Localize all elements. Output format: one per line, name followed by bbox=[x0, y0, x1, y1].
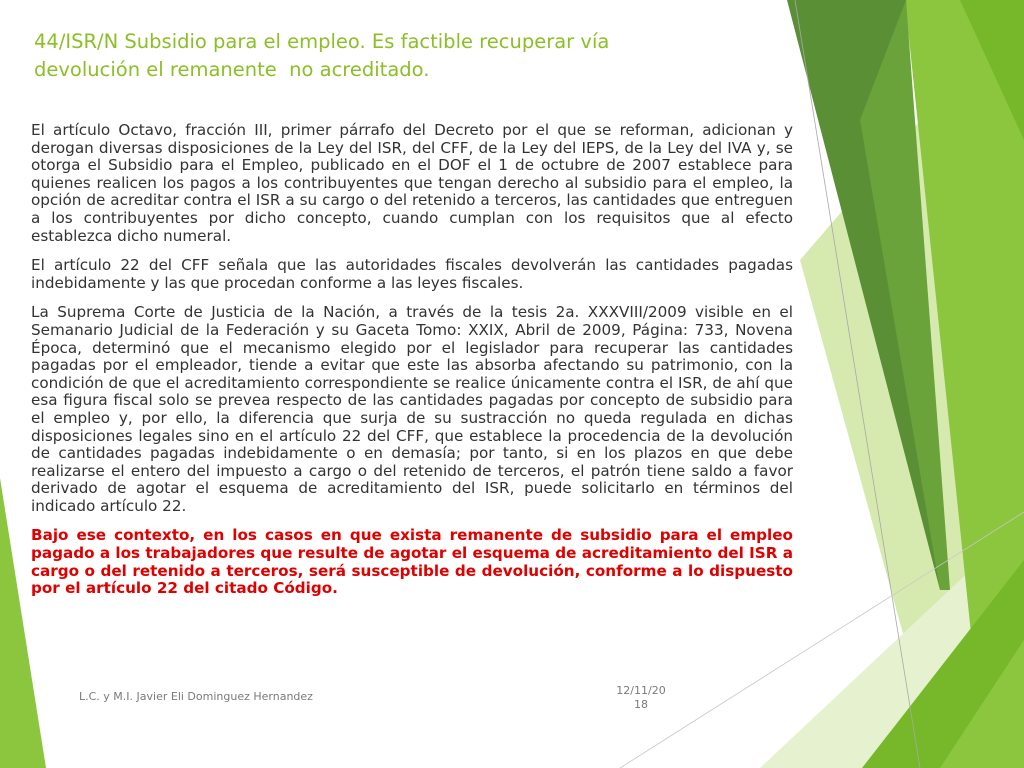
slide-title bbox=[34, 28, 774, 84]
footer-date-line-1: 12/11/20 bbox=[616, 684, 666, 697]
footer-author: L.C. y M.I. Javier Eli Dominguez Hernandez bbox=[79, 690, 313, 703]
footer-date-line-2: 18 bbox=[634, 698, 648, 711]
paragraph-cff-22: El artículo 22 del CFF señala que las autoridades fiscales devolverán las cantidades pagadas indebidamente y las que procedan conforme a las leyes fiscales. bbox=[31, 256, 793, 292]
title-line-2: devolución el remanente no acreditado. bbox=[34, 58, 430, 81]
paragraph-conclusion: Bajo ese contexto, en los casos en que exista remanente de subsidio para el empleo pagado a los trabajadores que resulte de agotar el esquema de acreditamiento del ISR a cargo o del retenido a terceros, será susceptible de devolución, conforme a lo dispuesto por el artículo 22 del citado Código. bbox=[31, 526, 793, 598]
title-line-1: 44/ISR/N Subsidio para el empleo. Es factible recuperar vía bbox=[34, 30, 610, 53]
paragraph-scjn-tesis: La Suprema Corte de Justicia de la Nación, a través de la tesis 2a. XXXVIII/2009 visible en el Semanario Judicial de la Federación y su Gaceta Tomo: XXIX, Abril de 2009, Página: 733, Novena Época, determinó que el mecanismo elegido por el legislador para recuperar las cantidades pagadas por el empleador, tiende a evitar que este las absorba afectando su patrimonio, con la condición de que el acreditamiento correspondiente se realice únicamente contra el ISR, de ahí que esa figura fiscal solo se prevea respecto de las cantidades pagadas por concepto de subsidio para el empleo y, por ello, la diferencia que surja de su sustracción no queda regulada en dichas disposiciones legales sino en el artículo 22 del CFF, que establece la procedencia de la devolución de cantidades pagadas indebidamente o en demasía; por tanto, si en los plazos en que debe realizarse el entero del impuesto a cargo o del retenido de terceros, el patrón tiene saldo a favor derivado de agotar el esquema de acreditamiento del ISR, puede solicitarlo en términos del indicado artículo 22. bbox=[31, 303, 793, 515]
slide-body bbox=[31, 122, 793, 610]
paragraph-decreto: El artículo Octavo, fracción III, primer párrafo del Decreto por el que se reforman, adicionan y derogan diversas disposiciones de la Ley del ISR, del CFF, de la Ley del IEPS, de la Ley del IVA y, se otorga el Subsidio para el Empleo, publicado en el DOF el 1 de octubre de 2007 establece para quienes realicen los pagos a los contribuyentes que tengan derecho al subsidio para el empleo, la opción de acreditar contra el ISR a su cargo o del retenido a terceros, las cantidades que entreguen a los contribuyentes por dicho concepto, cuando cumplan con los requisitos que al efecto establezca dicho numeral. bbox=[31, 121, 793, 245]
footer-date bbox=[600, 684, 682, 712]
